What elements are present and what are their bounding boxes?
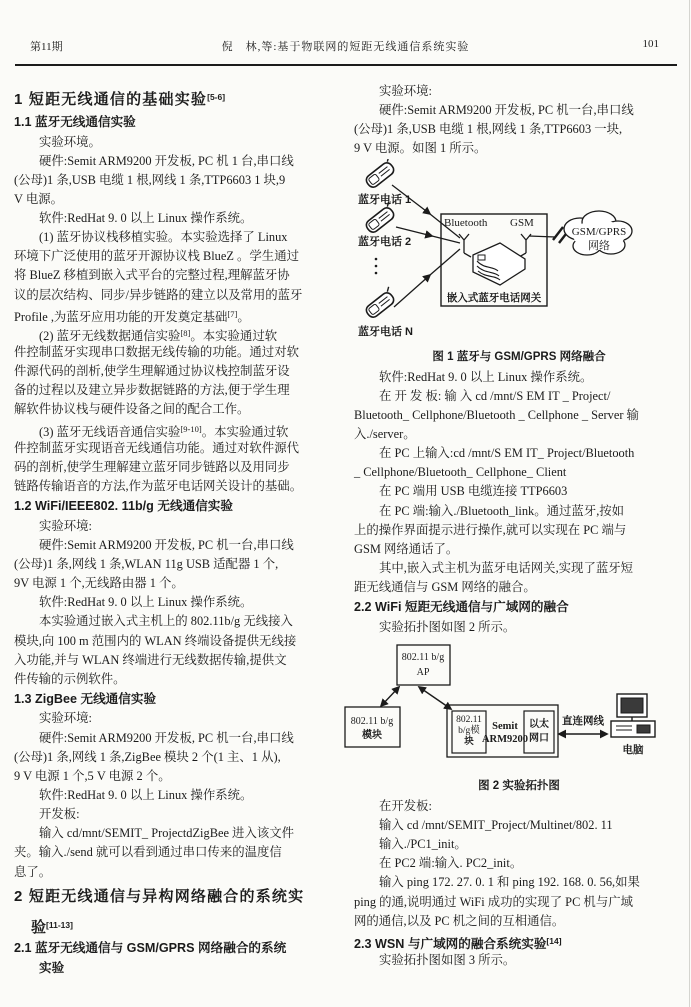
text-line: 输入./PC1_init。: [379, 837, 467, 852]
ap-to-module-arrow: [381, 687, 399, 706]
ap-label-line1: 802.11 b/g: [401, 651, 445, 663]
inner-label-line1: 802.11: [456, 714, 482, 725]
text-line: 在开发板:: [379, 798, 433, 813]
bluetooth-antenna-icon: [459, 234, 471, 257]
wifi-module-box: [345, 707, 400, 747]
text-line: 在 PC 端用 USB 电缆连接 TTP6603: [379, 484, 568, 499]
computer-icon: [611, 694, 655, 737]
ap-to-board-arrow: [419, 687, 451, 709]
phoneN-label: 蓝牙电话 N: [358, 325, 413, 338]
ap-box: [397, 645, 450, 685]
text-line: (公母)1 条,USB 电缆 1 根,网线 1 条,TTP6603 1 块,9: [14, 172, 286, 187]
gsm-link-line: [529, 236, 555, 237]
text-line: 9 V 电源 1 个,5 V 电源 2 个。: [14, 768, 171, 783]
text-line: 实验: [39, 961, 65, 976]
text-line: 硬件:Semit ARM9200 开发板, PC 机一台,串口线: [39, 730, 294, 745]
text-line: 验[11-13]: [31, 918, 73, 936]
text-line: 件源代码的剖析,使学生理解通过协议栈控制蓝牙设: [14, 364, 290, 379]
text-line: 实验环境:: [39, 711, 93, 726]
text-line: (公母)1 条,网线 1 条,WLAN 11g USB 适配器 1 个,: [14, 556, 279, 571]
gsm-antenna-icon: [519, 234, 531, 257]
text-line: 入./server。: [354, 426, 416, 441]
ap-label-line2: AP: [416, 666, 430, 678]
text-line: 实验环境。: [39, 134, 101, 149]
module-label-line1: 802.11 b/g: [350, 715, 394, 727]
board-label-line2: ARM9200: [481, 733, 529, 745]
pc-label: 电脑: [622, 743, 644, 756]
link-phone1: [392, 185, 460, 238]
text-line: 在 开 发 板: 输 入 cd /mnt/S EM IT _ Project/: [379, 388, 611, 403]
text-line: (3) 蓝牙无线语音通信实验[9-10]。本实验通过软: [39, 423, 289, 439]
text-line: 1.2 WiFi/IEEE802. 11b/g 无线通信实验: [14, 499, 233, 514]
text-line: 硬件:Semit ARM9200 开发板, PC 机一台,串口线: [39, 537, 294, 552]
inner-label-line2: b/g模: [458, 725, 480, 736]
cable-label: 直连网线: [562, 714, 604, 727]
text-line: 硬件:Semit ARM9200 开发板, PC 机一台,串口线: [379, 103, 634, 118]
text-line: 将 BlueZ 移植到嵌入式平台的完整过程,理解蓝牙协: [14, 268, 290, 283]
text-line: 输入 cd/mnt/SEMIT_ ProjectdZigBee 进入该文件: [39, 826, 295, 841]
text-line: 实验拓扑图如图 2 所示。: [379, 619, 516, 634]
text-line: 解软件协议栈与硬件设备之间的配合工作。: [14, 402, 250, 417]
text-line: 息了。: [14, 864, 52, 879]
cloud-label-line1: GSM/GPRS: [571, 225, 627, 238]
module-label-line2: 模块: [362, 729, 382, 741]
figure1-caption: 图 1 蓝牙与 GSM/GPRS 网络融合: [432, 350, 606, 363]
right-column-mid-text: [354, 368, 684, 637]
text-line: 件传输的示例软件。: [14, 671, 126, 686]
journal-issue: 第11期: [30, 41, 63, 53]
right-column-top-text: [354, 82, 684, 159]
text-line: 入功能,并与 WLAN 终端进行无线数据传输,提供文: [14, 652, 287, 667]
text-line: 实验环境:: [379, 84, 433, 98]
bluetooth-phone-n-icon: [363, 286, 399, 319]
text-line: (公母)1 条,网线 1 条,ZigBee 模块 2 个(1 主、1 从),: [14, 749, 281, 764]
text-line: V 电源。: [14, 191, 63, 206]
ethernet-port-box: [524, 711, 554, 753]
text-line: (2) 蓝牙无线数据通信实验[8]。本实验通过软: [39, 327, 278, 343]
text-line: 软件:RedHat 9. 0 以上 Linux 操作系统。: [39, 788, 253, 802]
scan-edge-artifact: [689, 0, 690, 1007]
text-line: (1) 蓝牙协议栈移植实验。本实验选择了 Linux: [39, 230, 288, 245]
eth-label-line1: 以太: [529, 718, 549, 730]
text-line: 在 PC2 端:输入. PC2_init。: [379, 856, 523, 871]
text-line: 码的剖析,使学生理解建立蓝牙同步链路以及用同步: [14, 459, 290, 474]
page-header: [0, 38, 691, 56]
text-line: 2.2 WiFi 短距无线通信与广域网的融合: [354, 600, 569, 615]
gateway-label: 嵌入式蓝牙电话网关: [446, 291, 542, 304]
text-line: 其中,嵌入式主机为蓝牙电话网关,实现了蓝牙短: [379, 560, 634, 575]
text-line: 在 PC 端:输入./Bluetooth_link。通过蓝牙,按如: [379, 503, 625, 518]
figure2-caption: 图 2 实验拓扑图: [478, 779, 560, 792]
text-line: 9 V 电源。如图 1 所示。: [354, 141, 487, 156]
text-line: 夹。输入./send 就可以看到通过串口传来的温度信: [14, 845, 282, 860]
text-line: 距无线通信与 GSM 网络的融合。: [354, 580, 536, 595]
text-line: 软件:RedHat 9. 0 以上 Linux 操作系统。: [39, 595, 253, 610]
bluetooth-phone-1-icon: [363, 159, 399, 189]
text-line: _ Cellphone/Bluetooth_ Cellphone_ Client: [354, 465, 567, 480]
text-line: 在 PC 上输入:cd /mnt/S EM IT_ Project/Bluetooth: [379, 446, 635, 461]
cloud-label-line2: 网络: [588, 239, 610, 252]
text-line: 件控制蓝牙实现语音无线通信功能。通过对软件源代: [14, 440, 299, 455]
gsm-side-label: GSM: [510, 216, 534, 229]
text-line: 输入 cd /mnt/SEMIT_Project/Multinet/802. 11: [379, 818, 613, 833]
left-column: [14, 82, 343, 979]
text-line: 输入 ping 172. 27. 0. 1 和 ping 192. 168. 0. 56,如果: [379, 875, 640, 890]
right-column-bottom-text: [354, 797, 684, 971]
text-line: 1 短距无线通信的基础实验[5-6]: [14, 91, 226, 108]
text-line: 2 短距无线通信与异构网络融合的系统实: [14, 887, 305, 905]
text-line: 硬件:Semit ARM9200 开发板, PC 机 1 台,串口线: [39, 153, 294, 168]
text-line: 上的操作界面提示进行操作,就可以实现在 PC 端与: [354, 522, 627, 537]
right-column: [350, 82, 684, 971]
bluetooth-phone-2-icon: [363, 201, 399, 234]
text-line: 实验拓扑图如图 3 所示。: [379, 953, 516, 968]
text-line: (公母)1 条,USB 电缆 1 根,网线 1 条,TTP6603 一块,: [354, 122, 623, 137]
text-line: 实验环境:: [39, 518, 93, 533]
text-line: 链路传输语音的方法,作为蓝牙电话网关设计的基础。: [14, 479, 303, 494]
text-line: 议的层次结构、同步/异步链路的建立以及常用的蓝牙: [14, 287, 303, 302]
inner-label-line3: 块: [464, 735, 474, 747]
phone2-label: 蓝牙电话 2: [358, 235, 412, 248]
text-line: 1.1 蓝牙无线通信实验: [14, 115, 136, 129]
vertical-ellipsis: [375, 257, 378, 274]
text-line: 2.1 蓝牙无线通信与 GSM/GPRS 网络融合的系统: [14, 940, 287, 955]
text-line: 环境下广泛使用的蓝牙开源协议栈 BlueZ 。学生通过: [14, 249, 299, 264]
board-label-line1: Semit: [492, 720, 518, 732]
text-line: 网的通信,以及 PC 机之间的互相通信。: [354, 913, 565, 928]
text-line: ping 的通,说明通过 WiFi 成功的实现了 PC 机与广域: [354, 894, 633, 909]
text-line: 本实验通过嵌入式主机上的 802.11b/g 无线接入: [39, 614, 293, 629]
bluetooth-side-label: Bluetooth: [444, 216, 488, 229]
text-line: 2.3 WSN 与广域网的融合系统实验[14]: [354, 935, 562, 951]
gateway-device-sketch: [473, 243, 525, 285]
text-line: 软件:RedHat 9. 0 以上 Linux 操作系统。: [379, 369, 593, 384]
text-line: 开发板:: [39, 807, 80, 822]
page-number: 101: [642, 38, 659, 50]
eth-label-line2: 网口: [529, 732, 549, 744]
phone1-label: 蓝牙电话 1: [358, 193, 412, 206]
text-line: 模块,向 100 m 范围内的 WLAN 终端设备提供无线接: [14, 633, 297, 648]
text-line: 1.3 ZigBee 无线通信实验: [14, 691, 157, 706]
text-line: 软件:RedHat 9. 0 以上 Linux 操作系统。: [39, 211, 253, 226]
text-line: GSM 网络通话了。: [354, 541, 459, 556]
text-line: 件控制蓝牙实现串口数据无线传输的功能。通过对软: [14, 345, 299, 360]
text-line: 备的过程以及建立异步数据链路的方法,便于学生理: [14, 383, 290, 398]
figure1-diagram: [354, 159, 684, 346]
text-line: Bluetooth_ Cellphone/Bluetooth _ Cellphone _ Server 输: [354, 407, 639, 422]
text-line: 9V 电源 1 个,无线路由器 1 个。: [14, 576, 184, 591]
header-rule: [15, 64, 677, 66]
running-title: 倪 林,等:基于物联网的短距无线通信系统实验: [221, 41, 470, 53]
figure2-diagram: [340, 637, 691, 775]
text-line: Profile ,为蓝牙应用功能的开发奠定基础[7]。: [14, 308, 250, 324]
